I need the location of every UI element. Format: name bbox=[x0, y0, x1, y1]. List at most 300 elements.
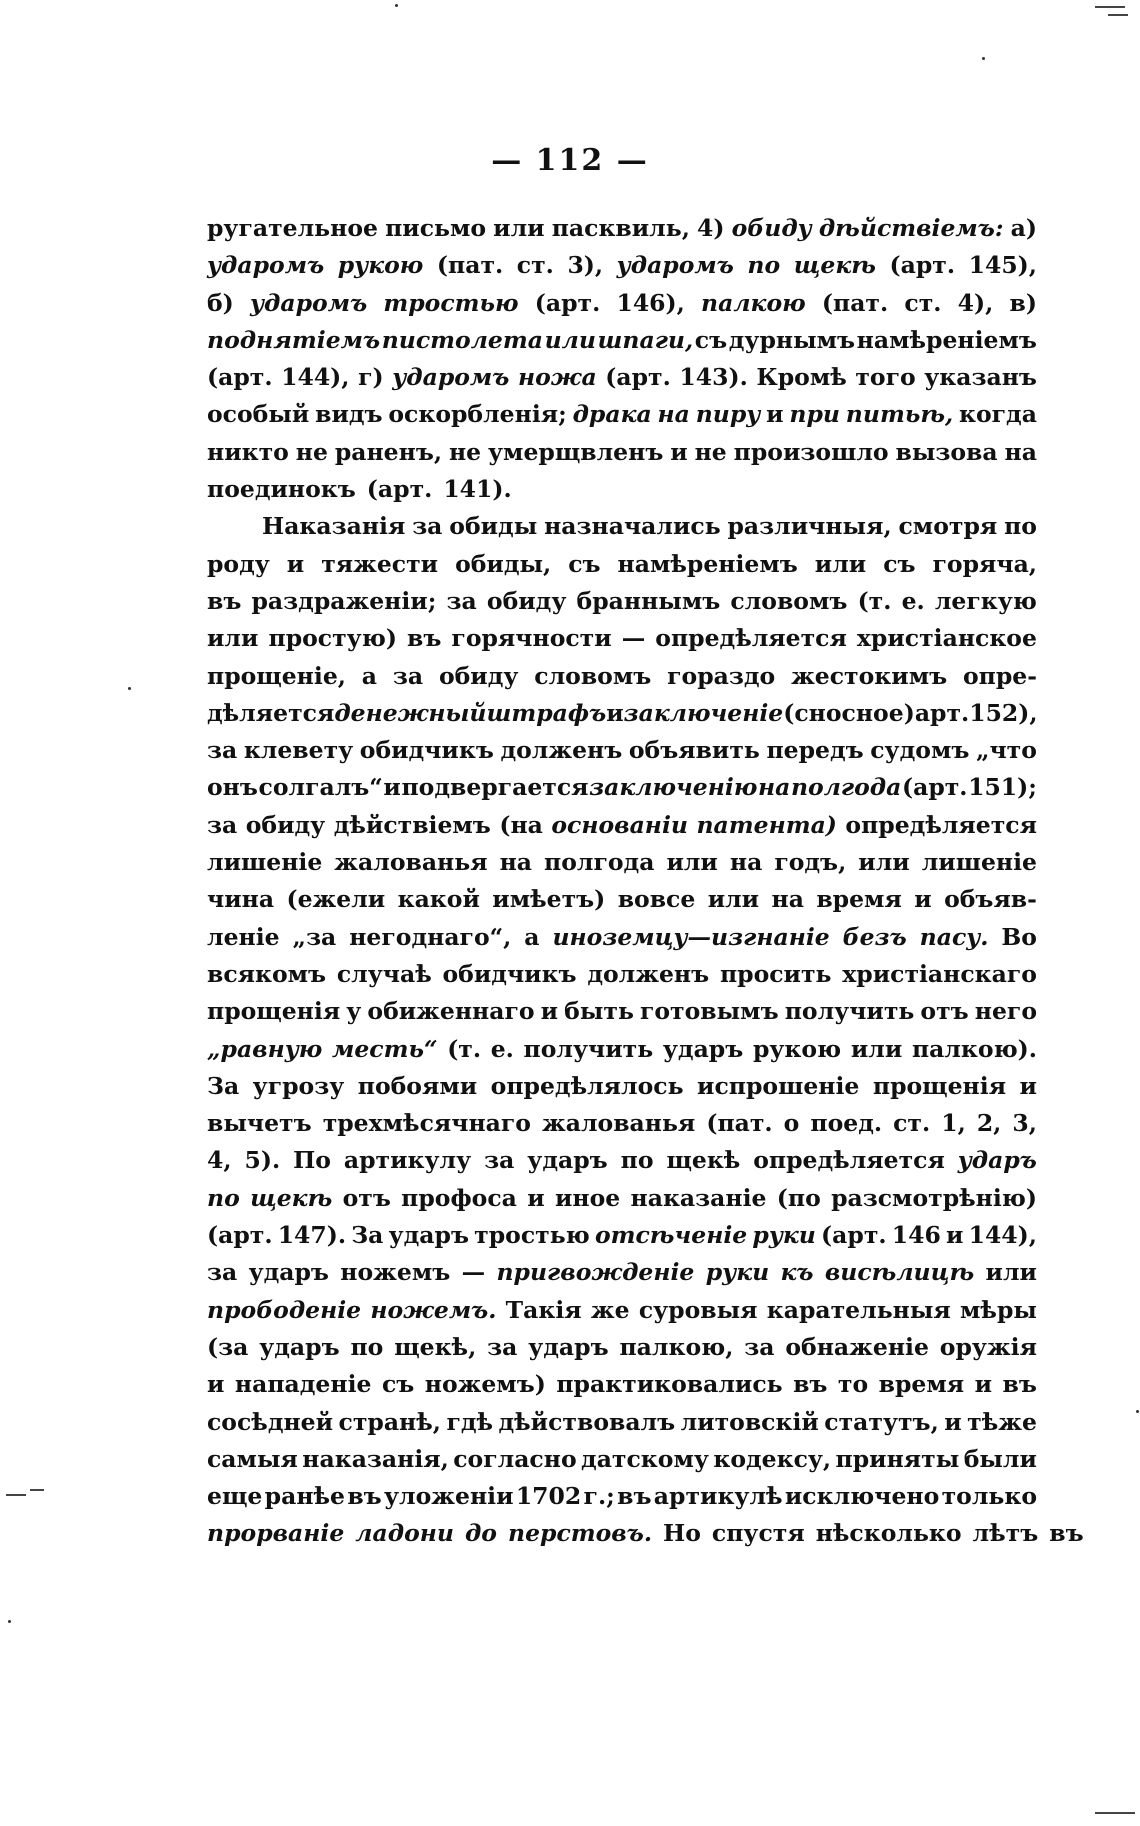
word: смотря bbox=[898, 512, 998, 541]
word: время bbox=[816, 885, 902, 914]
word: е. bbox=[901, 586, 925, 615]
word: въ bbox=[347, 1482, 382, 1511]
word: тѣже bbox=[967, 1407, 1037, 1436]
text-line bbox=[207, 736, 1037, 773]
word: опредѣлялось bbox=[490, 1071, 684, 1100]
word: тростью bbox=[474, 1221, 590, 1250]
word: оружія bbox=[939, 1332, 1037, 1361]
text-line bbox=[207, 550, 1037, 587]
word: 3), bbox=[567, 251, 604, 280]
word: тяжести bbox=[321, 549, 439, 578]
italic-word: заключеніе bbox=[623, 698, 784, 727]
word: или bbox=[666, 848, 718, 877]
word: (арт. bbox=[207, 363, 273, 392]
word: угрозу bbox=[252, 1071, 345, 1100]
scan-speck bbox=[1136, 1410, 1139, 1413]
word: имѣетъ) bbox=[492, 885, 606, 914]
word: прощеніе, bbox=[207, 661, 346, 690]
word: а bbox=[361, 661, 378, 690]
word: годъ, bbox=[774, 848, 847, 877]
text-line bbox=[207, 1296, 1037, 1333]
word: того bbox=[855, 363, 916, 392]
text-line bbox=[207, 1109, 1037, 1146]
word: или bbox=[850, 1034, 903, 1063]
word: христіанское bbox=[856, 624, 1037, 653]
word: трехмѣсячнаго bbox=[322, 1109, 531, 1138]
word: какой bbox=[397, 885, 480, 914]
text-line bbox=[207, 960, 1037, 997]
word: поед. bbox=[810, 1109, 883, 1138]
word: долженъ bbox=[500, 736, 623, 765]
word: и bbox=[286, 549, 305, 578]
word: за bbox=[484, 1146, 515, 1175]
text-line bbox=[207, 400, 1037, 437]
italic-word: ножемъ. bbox=[370, 1295, 497, 1324]
italic-word: палкою bbox=[701, 288, 806, 317]
word: дѣйствіемъ bbox=[333, 810, 491, 839]
word: ударъ bbox=[388, 1221, 469, 1250]
word: г) bbox=[358, 363, 384, 392]
word: — bbox=[621, 624, 646, 653]
word: быть bbox=[564, 997, 634, 1026]
italic-word: ударомъ bbox=[392, 363, 510, 392]
word: время bbox=[878, 1370, 965, 1399]
word: 151); bbox=[968, 773, 1037, 802]
word: горяча, bbox=[932, 549, 1037, 578]
word: приняты bbox=[835, 1444, 960, 1473]
italic-word: рукою bbox=[337, 251, 424, 280]
scan-speck bbox=[8, 1620, 11, 1623]
word: 144), bbox=[968, 1221, 1037, 1250]
word: лишеніе bbox=[921, 848, 1037, 877]
italic-word: висѣлицѣ bbox=[824, 1258, 975, 1287]
word: литовскій bbox=[680, 1407, 819, 1436]
word: (ежели bbox=[286, 885, 386, 914]
word: ударъ bbox=[662, 1034, 744, 1063]
word: жестокимъ bbox=[791, 661, 948, 690]
word: щекѣ bbox=[666, 1146, 741, 1175]
text-line bbox=[207, 1445, 1037, 1482]
word: за bbox=[207, 736, 238, 765]
italic-word: пасу. bbox=[919, 922, 989, 951]
word: въ bbox=[617, 1482, 652, 1511]
word: побоями bbox=[357, 1071, 478, 1100]
word: и bbox=[1019, 1071, 1037, 1100]
word: карательныя bbox=[766, 1295, 951, 1324]
word: и bbox=[527, 1183, 545, 1212]
word: по bbox=[350, 1332, 384, 1361]
word: обиду bbox=[438, 661, 519, 690]
word: за bbox=[412, 512, 443, 541]
word: (арт. bbox=[366, 475, 433, 504]
word: видъ bbox=[315, 400, 383, 429]
word: и bbox=[944, 1407, 962, 1436]
text-line bbox=[207, 885, 1037, 922]
text-line bbox=[207, 438, 1037, 475]
word: сосѣдней bbox=[207, 1407, 334, 1436]
word: ножемъ bbox=[340, 1258, 451, 1287]
word: а) bbox=[1010, 214, 1037, 242]
word: получить bbox=[523, 1034, 654, 1063]
word: (за bbox=[207, 1332, 249, 1361]
word: подвергается bbox=[401, 773, 589, 802]
word: обидчикъ bbox=[442, 959, 577, 988]
text-line bbox=[207, 1072, 1037, 1109]
word: получить bbox=[784, 997, 915, 1026]
word: леніе bbox=[207, 922, 280, 951]
text-line bbox=[207, 997, 1037, 1034]
word: 3, bbox=[1012, 1109, 1037, 1138]
word: опредѣляется bbox=[655, 624, 847, 653]
word: (пат. bbox=[436, 251, 504, 280]
text-line bbox=[207, 1146, 1037, 1183]
word: обнаженіе bbox=[785, 1332, 929, 1361]
word: нѣсколько bbox=[815, 1519, 962, 1548]
word: гораздо bbox=[667, 661, 776, 690]
word: клевету bbox=[243, 736, 354, 765]
text-line bbox=[207, 699, 1037, 736]
word: отъ bbox=[342, 1183, 391, 1212]
word: и bbox=[383, 773, 401, 802]
word: наказанія, bbox=[302, 1444, 449, 1473]
italic-word: пиру bbox=[695, 400, 761, 429]
word: ранѣе bbox=[264, 1482, 345, 1511]
word: ударъ bbox=[248, 1258, 329, 1287]
word: не bbox=[448, 437, 482, 466]
word: б) bbox=[207, 288, 234, 317]
word: съ bbox=[568, 549, 601, 578]
word: назначались bbox=[544, 512, 721, 541]
text-line bbox=[207, 662, 1037, 699]
word: (арт. bbox=[207, 1221, 273, 1250]
word: 152), bbox=[969, 698, 1038, 727]
word: — bbox=[461, 1258, 486, 1287]
word: Во bbox=[1001, 922, 1037, 951]
scan-mark bbox=[1095, 1812, 1135, 1814]
word: же bbox=[590, 1295, 630, 1324]
italic-word: питьѣ, bbox=[845, 400, 954, 429]
word: нападеніе bbox=[234, 1370, 372, 1399]
word: въ bbox=[1049, 1519, 1084, 1548]
text-line bbox=[207, 624, 1037, 661]
word: (арт. bbox=[534, 288, 601, 317]
word: легкую bbox=[934, 586, 1037, 615]
italic-word: по bbox=[207, 1183, 240, 1212]
word: или bbox=[493, 214, 545, 242]
word: Кромѣ bbox=[756, 363, 847, 392]
body-text bbox=[207, 214, 1084, 1557]
word: (арт. bbox=[901, 773, 968, 802]
word: разсмотрѣнію) bbox=[831, 1183, 1037, 1212]
italic-word: руки bbox=[752, 1221, 816, 1250]
word: в) bbox=[1009, 288, 1037, 317]
text-line bbox=[207, 848, 1037, 885]
text-line bbox=[207, 1333, 1037, 1370]
word: (пат. bbox=[706, 1109, 773, 1138]
word: него bbox=[974, 997, 1037, 1026]
word: ножемъ) bbox=[424, 1370, 546, 1399]
text-line bbox=[207, 773, 1037, 810]
word: ругательное bbox=[207, 214, 378, 242]
italic-word: при bbox=[789, 400, 840, 429]
word: 4), bbox=[957, 288, 994, 317]
word: гдѣ bbox=[446, 1407, 494, 1436]
word: по bbox=[1004, 512, 1037, 541]
word: а bbox=[524, 922, 540, 951]
word: статутъ, bbox=[824, 1407, 939, 1436]
word: опредѣляется bbox=[845, 810, 1037, 839]
word: за bbox=[207, 1258, 238, 1287]
word: или bbox=[858, 848, 910, 877]
word: различныя, bbox=[727, 512, 892, 541]
word: и bbox=[974, 1370, 993, 1399]
word: и bbox=[945, 1221, 964, 1250]
italic-word: „равную bbox=[207, 1034, 323, 1063]
word: уложеніи bbox=[383, 1482, 514, 1511]
italic-word: денежный bbox=[334, 698, 487, 727]
word: за bbox=[392, 661, 424, 690]
word: браннымъ bbox=[576, 586, 721, 615]
word: полгода bbox=[544, 848, 655, 877]
word: палкою). bbox=[911, 1034, 1037, 1063]
word: 4, bbox=[207, 1146, 232, 1175]
italic-word: руки bbox=[705, 1258, 770, 1287]
italic-word: ладони bbox=[355, 1519, 454, 1548]
word: отъ bbox=[920, 997, 969, 1026]
text-line bbox=[207, 214, 1037, 251]
word: случаѣ bbox=[336, 959, 432, 988]
italic-word: дѣйствіемъ: bbox=[818, 214, 1004, 242]
word: За bbox=[207, 1071, 240, 1100]
word: обиду bbox=[486, 586, 567, 615]
word: готовымъ bbox=[639, 997, 779, 1026]
word: лѣтъ bbox=[972, 1519, 1039, 1548]
text-line bbox=[207, 363, 1037, 400]
italic-word: заключенію bbox=[589, 773, 758, 802]
word: (арт. bbox=[889, 251, 956, 280]
word: ударъ bbox=[259, 1332, 340, 1361]
word: прощенія bbox=[872, 1071, 1007, 1100]
word: пасквиль, bbox=[551, 214, 690, 242]
italic-word: тростью bbox=[383, 288, 519, 317]
word: передъ bbox=[766, 736, 864, 765]
italic-word: патента) bbox=[696, 810, 837, 839]
word: въ bbox=[407, 624, 442, 653]
word: (т. bbox=[857, 586, 892, 615]
word: дурнымъ bbox=[728, 325, 856, 354]
text-line bbox=[207, 1519, 1084, 1556]
word: (сносное) bbox=[783, 698, 915, 727]
italic-word: щекѣ bbox=[793, 251, 876, 280]
text-line bbox=[207, 923, 1037, 960]
word: профоса bbox=[401, 1183, 517, 1212]
word: 143). bbox=[679, 363, 748, 392]
word: датскому bbox=[581, 1444, 709, 1473]
word: и bbox=[670, 437, 688, 466]
word: солгалъ“ bbox=[258, 773, 383, 802]
text-line bbox=[207, 512, 1037, 549]
italic-word: безъ bbox=[842, 922, 907, 951]
word: 5). bbox=[244, 1146, 281, 1175]
word: не bbox=[295, 437, 328, 466]
text-line bbox=[207, 811, 1037, 848]
italic-word: отсѣченіе bbox=[594, 1221, 748, 1250]
word: простую) bbox=[268, 624, 397, 653]
word: 147). bbox=[277, 1221, 347, 1250]
text-line bbox=[207, 326, 1037, 363]
word: рукою bbox=[752, 1034, 842, 1063]
word: ст. bbox=[904, 288, 942, 317]
word: въ bbox=[207, 586, 242, 615]
italic-word: прорваніе bbox=[207, 1519, 345, 1548]
italic-word: къ bbox=[780, 1258, 814, 1287]
italic-word: ударомъ bbox=[616, 251, 734, 280]
text-line bbox=[207, 251, 1037, 288]
italic-word: пригвожденіе bbox=[496, 1258, 695, 1287]
word: „за bbox=[292, 922, 337, 951]
text-line bbox=[207, 587, 1037, 624]
word: роду bbox=[207, 549, 270, 578]
word: оскорбленія; bbox=[388, 400, 567, 429]
word: (по bbox=[776, 1183, 821, 1212]
word: намѣреніемъ bbox=[856, 325, 1037, 354]
word: на bbox=[729, 848, 763, 877]
word: мѣры bbox=[960, 1295, 1037, 1324]
word: испрошеніе bbox=[697, 1071, 860, 1100]
italic-word: штрафъ bbox=[486, 698, 607, 727]
word: ударъ bbox=[527, 1146, 608, 1175]
word: просить bbox=[719, 959, 832, 988]
word: объяв- bbox=[944, 885, 1037, 914]
word: произошло bbox=[733, 437, 889, 466]
word: обиду bbox=[245, 810, 326, 839]
word: странѣ, bbox=[338, 1407, 441, 1436]
word: онъ bbox=[207, 773, 258, 802]
italic-word: ударомъ bbox=[207, 251, 325, 280]
word: Такія bbox=[505, 1295, 582, 1324]
word: долженъ bbox=[587, 959, 710, 988]
word: судомъ bbox=[870, 736, 970, 765]
word: или bbox=[707, 885, 760, 914]
word: чина bbox=[207, 885, 275, 914]
italic-word: ударомъ bbox=[250, 288, 368, 317]
word: суровыя bbox=[638, 1295, 758, 1324]
word: 2, bbox=[976, 1109, 1002, 1138]
word: на bbox=[771, 885, 804, 914]
word: за bbox=[446, 586, 477, 615]
word: обиды bbox=[449, 512, 538, 541]
word: жалованья bbox=[334, 848, 488, 877]
word: иное bbox=[554, 1183, 621, 1212]
word: ст. bbox=[516, 251, 554, 280]
italic-word: основаніи bbox=[551, 810, 688, 839]
word: артикулу bbox=[343, 1146, 472, 1175]
word: прощенія bbox=[207, 997, 341, 1026]
word: за bbox=[744, 1332, 775, 1361]
word: за bbox=[487, 1332, 518, 1361]
word: самыя bbox=[207, 1444, 298, 1473]
word: 1, bbox=[941, 1109, 966, 1138]
italic-word: полгода bbox=[790, 773, 902, 802]
word: умерщвленъ bbox=[488, 437, 664, 466]
word: то bbox=[837, 1370, 869, 1399]
word: 146 bbox=[891, 1221, 941, 1250]
italic-word: иноземцу—изгнаніе bbox=[552, 922, 830, 951]
word: письмо bbox=[385, 214, 487, 242]
word: съ bbox=[381, 1370, 415, 1399]
italic-word: шпаги, bbox=[597, 325, 694, 354]
word: опре- bbox=[962, 661, 1037, 690]
word: согласно bbox=[453, 1444, 577, 1473]
word: (арт. bbox=[605, 363, 671, 392]
word: словомъ bbox=[730, 586, 848, 615]
word: въ bbox=[793, 1370, 828, 1399]
italic-word: на bbox=[757, 773, 791, 802]
word: и bbox=[766, 400, 784, 429]
word: артикулѣ bbox=[653, 1482, 783, 1511]
scan-mark bbox=[1108, 14, 1128, 16]
word: ударъ bbox=[528, 1332, 609, 1361]
text-line bbox=[207, 1408, 1037, 1445]
word: е. bbox=[490, 1034, 514, 1063]
word: арт. bbox=[914, 698, 970, 727]
word: По bbox=[293, 1146, 331, 1175]
italic-word: по bbox=[747, 251, 781, 280]
word: христіанскаго bbox=[842, 959, 1037, 988]
italic-word: пистолета bbox=[381, 325, 543, 354]
text-line bbox=[207, 1184, 1037, 1221]
word: (на bbox=[499, 810, 543, 839]
word: не bbox=[694, 437, 727, 466]
page-number: — 112 — bbox=[491, 143, 649, 178]
word: особый bbox=[207, 400, 310, 429]
word: обиды, bbox=[455, 549, 552, 578]
italic-word: обиду bbox=[731, 214, 812, 242]
word: 144), bbox=[281, 363, 350, 392]
word: дѣйствовалъ bbox=[498, 1407, 676, 1436]
word: за bbox=[207, 810, 238, 839]
word: раздраженіи; bbox=[251, 586, 437, 615]
word: 146), bbox=[616, 288, 685, 317]
word: практиковались bbox=[556, 1370, 783, 1399]
word: спустя bbox=[711, 1519, 805, 1548]
word: горячности bbox=[451, 624, 612, 653]
word: жалованья bbox=[542, 1109, 696, 1138]
text-line bbox=[207, 1370, 1037, 1407]
text-line bbox=[207, 1035, 1037, 1072]
italic-word: ножа bbox=[517, 363, 597, 392]
italic-word: прободеніе bbox=[207, 1295, 362, 1324]
word: были bbox=[963, 1444, 1037, 1473]
scan-mark bbox=[1095, 6, 1125, 8]
word: поединокъ bbox=[207, 475, 356, 504]
word: о bbox=[783, 1109, 800, 1138]
scan-speck bbox=[395, 4, 398, 7]
word: указанъ bbox=[924, 363, 1037, 392]
scan-mark bbox=[30, 1489, 44, 1491]
word: съ bbox=[883, 549, 916, 578]
word: на bbox=[1004, 437, 1037, 466]
word: опредѣляется bbox=[753, 1146, 945, 1175]
word: дѣляется bbox=[207, 698, 335, 727]
word: (пат. bbox=[821, 288, 889, 317]
italic-word: щекѣ bbox=[250, 1183, 333, 1212]
word: „что bbox=[975, 736, 1037, 765]
word: Но bbox=[663, 1519, 701, 1548]
word: раненъ, bbox=[334, 437, 443, 466]
word: вовсе bbox=[617, 885, 696, 914]
word: вызова bbox=[895, 437, 998, 466]
